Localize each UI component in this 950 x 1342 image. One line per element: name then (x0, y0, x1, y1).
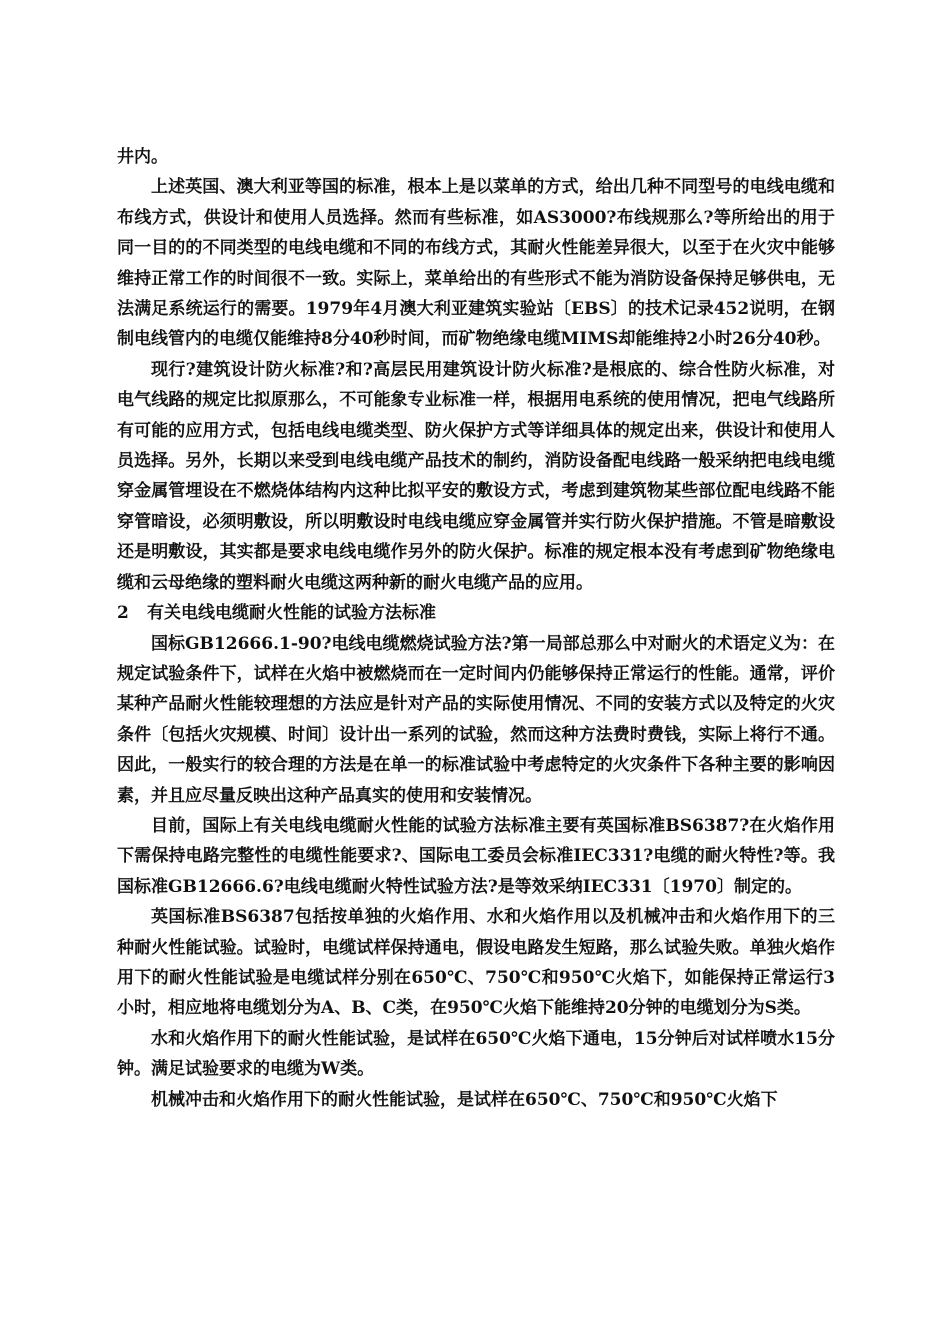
paragraph-current-codes: 现行?建筑设计防火标准?和?高层民用建筑设计防火标准?是根底的、综合性防火标准，对电气线路的规定比拟原那么，不可能象专业标准一样，根据用电系统的使用情况，把电气线路所有可能的应用方式，包括电线电缆类型、防火保护方式等详细具体的规定出来，供设计和使用人员选择。另外，长期以来受到电线电缆产品技术的制约，消防设备配电线路一般采纳把电线电缆穿金属管埋设在不燃烧体结构内这种比拟平安的敷设方式，考虑到建筑物某些部位配电线路不能穿管暗设，必须明敷设，所以明敷设时电线电缆应穿金属管并实行防火保护措施。不管是暗敷设还是明敷设，其实都是要求电线电缆作另外的防火保护。标准的规定根本没有考虑到矿物绝缘电缆和云母绝缘的塑料耐火电缆这两种新的耐火电缆产品的应用。 (117, 359, 835, 593)
paragraph-international-standards: 目前，国际上有关电线电缆耐火性能的试验方法标准主要有英国标准BS6387?在火焰作用下需保持电路完整性的电缆性能要求?、国际电工委员会标准IEC331?电缆的耐火特性?等。我国标准GB12666.6?电线电缆耐火特性试验方法?是等效采纳IEC331〔1970〕制定的。 (117, 815, 835, 897)
paragraph-standards-menu: 上述英国、澳大利亚等国的标准，根本上是以菜单的方式，给出几种不同型号的电线电缆和布线方式，供设计和使用人员选择。然而有些标准，如AS3000?布线规那么?等所给出的用于同一目的的不同类型的电线电缆和不同的布线方式，其耐火性能差异很大，以至于在火灾中能够维持正常工作的时间很不一致。实际上，菜单给出的有些形式不能为消防设备保持足够供电，无法满足系统运行的需要。1979年4月澳大利亚建筑实验站〔EBS〕的技术记录452说明，在钢制电线管内的电缆仅能维持8分40秒时间，而矿物绝缘电缆MIMS却能维持2小时26分40秒。 (117, 177, 835, 350)
section-number: 2 (117, 603, 129, 624)
paragraph-bs6387: 英国标准BS6387包括按单独的火焰作用、水和火焰作用以及机械冲击和火焰作用下的三种耐火性能试验。试验时，电缆试样保持通电，假设电路发生短路，那么试验失败。单独火焰作用下的耐火性能试验是电缆试样分别在650℃、750℃和950℃火焰下，如能保持正常运行3小时，相应地将电缆划分为A、B、C类，在950℃火焰下能维持20分钟的电缆划分为S类。 (117, 907, 835, 1019)
section-title: 有关电线电缆耐火性能的试验方法标准 (147, 603, 436, 624)
paragraph-mechanical-fire-test: 机械冲击和火焰作用下的耐火性能试验，是试样在650℃、750℃和950℃火焰下 (151, 1089, 778, 1110)
document-body (117, 142, 835, 1115)
paragraph-gb-definition: 国标GB12666.1-90?电线电缆燃烧试验方法?第一局部总那么中对耐火的术语定义为：在规定试验条件下，试样在火焰中被燃烧而在一定时间内仍能够保持正常运行的性能。通常，评价某种产品耐火性能较理想的方法应是针对产品的实际使用情况、不同的安装方式以及特定的火灾条件〔包括火灾规模、时间〕设计出一系列的试验，然而这种方法费时费钱，实际上将行不通。因此，一般实行的较合理的方法是在单一的标准试验中考虑特定的火灾条件下各种主要的影响因素，并且应尽量反映出这种产品真实的使用和安装情况。 (117, 633, 835, 806)
paragraph-continuation: 井内。 (117, 147, 168, 167)
section-heading (117, 598, 835, 628)
paragraph-water-fire-test: 水和火焰作用下的耐火性能试验，是试样在650℃火焰下通电，15分钟后对试样喷水15分钟。满足试验要求的电缆为W类。 (117, 1028, 835, 1080)
